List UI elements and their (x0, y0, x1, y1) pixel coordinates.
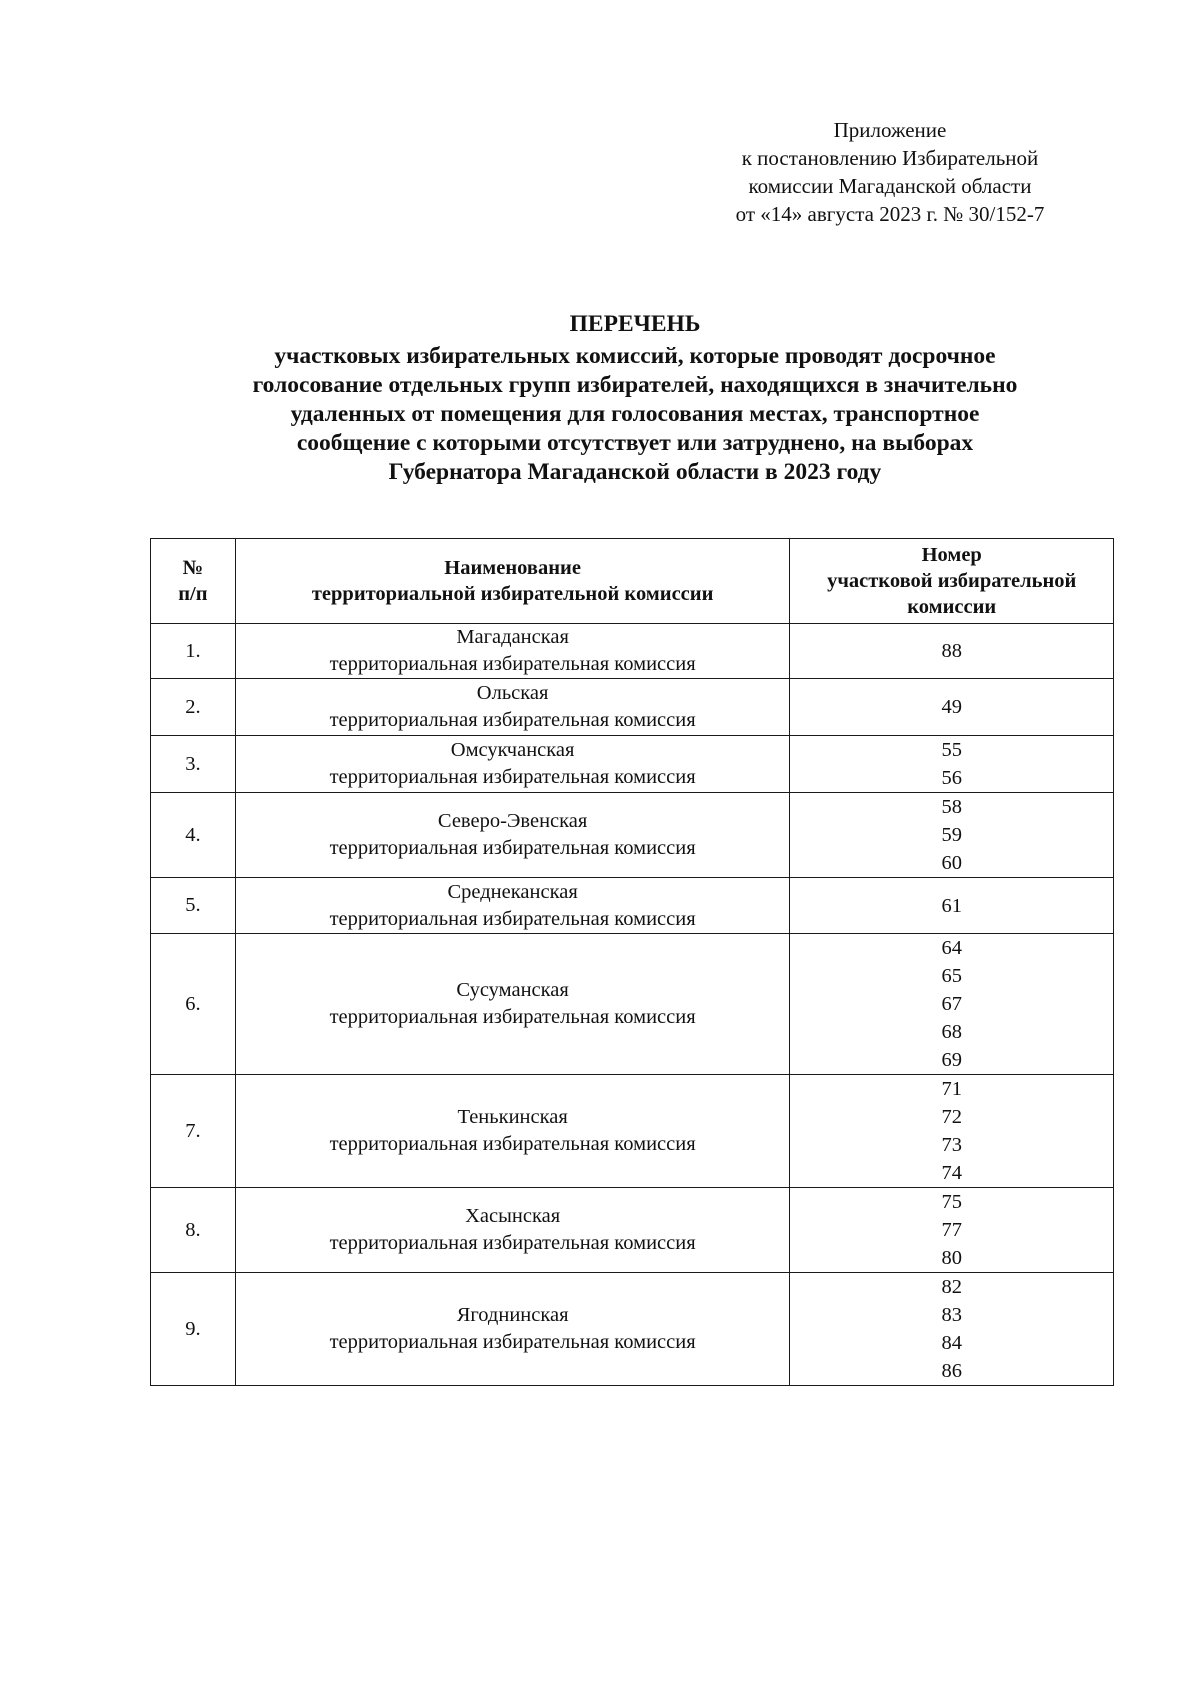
appendix-line: от «14» августа 2023 г. № 30/152-7 (735, 202, 1045, 226)
commission-name: Магаданская (456, 626, 569, 648)
table-row (151, 624, 1114, 679)
commission-name-cell (235, 934, 790, 1075)
commission-name-cell (235, 1273, 790, 1386)
precinct-number: 56 (941, 767, 962, 789)
precinct-number: 77 (941, 1219, 962, 1241)
commission-type: территориальная избирательная комиссия (329, 907, 696, 930)
precinct-numbers-cell (790, 1273, 1114, 1386)
title-heading: ПЕРЕЧЕНЬ (569, 311, 701, 337)
precinct-number: 69 (941, 1049, 962, 1071)
title-line: участковых избирательных комиссий, которые проводят досрочное (274, 343, 996, 369)
commission-type: территориальная избирательная комиссия (329, 709, 696, 731)
commission-type: территориальная избирательная комиссия (329, 1331, 696, 1353)
header-territorial-commission (235, 539, 790, 624)
header-text: Номер (921, 544, 982, 566)
row-index: 8. (151, 1188, 236, 1273)
appendix-line: к постановлению Избирательной (741, 146, 1039, 170)
row-index: 4. (151, 793, 236, 878)
commission-name-cell (235, 1188, 790, 1273)
table-row (151, 679, 1114, 736)
table-body (151, 624, 1114, 1386)
commission-type: территориальная избирательная комиссия (329, 1133, 696, 1155)
commission-type: территориальная избирательная комиссия (329, 1006, 696, 1028)
precinct-numbers-cell (790, 624, 1114, 679)
commission-name-cell (235, 679, 790, 736)
precinct-numbers-cell (790, 878, 1114, 934)
precinct-number: 72 (941, 1106, 962, 1128)
title-line: сообщение с которыми отсутствует или затруднено, на выборах (296, 430, 974, 456)
appendix-line: комиссии Магаданской области (748, 174, 1032, 198)
title-line: Губернатора Магаданской области в 2023 году (388, 459, 882, 485)
commission-name: Тенькинская (457, 1106, 568, 1128)
commission-name-cell (235, 736, 790, 793)
commission-type: территориальная избирательная комиссия (329, 766, 696, 788)
table-row (151, 793, 1114, 878)
precinct-number: 84 (941, 1332, 962, 1354)
table-row (151, 1273, 1114, 1386)
header-text: территориальной избирательной комиссии (311, 583, 714, 605)
row-index: 9. (151, 1273, 236, 1386)
header-number (151, 539, 236, 624)
appendix-line: Приложение (833, 118, 947, 142)
header-text: участковой избирательной (827, 570, 1077, 592)
precinct-number: 49 (941, 696, 962, 718)
table-row (151, 1188, 1114, 1273)
title-line: голосование отдельных групп избирателей, находящихся в значительно (252, 372, 1018, 398)
commission-type: территориальная избирательная комиссия (329, 1232, 696, 1254)
table-header-row (151, 539, 1114, 624)
precinct-number: 83 (941, 1304, 962, 1326)
header-text: п/п (178, 583, 208, 605)
commission-name: Ольская (476, 682, 549, 704)
commission-name-cell (235, 624, 790, 679)
precinct-numbers-cell (790, 1188, 1114, 1273)
precinct-number: 59 (941, 824, 962, 846)
commission-name-cell (235, 1075, 790, 1188)
row-index: 1. (151, 624, 236, 679)
row-index: 7. (151, 1075, 236, 1188)
commission-name: Ягоднинская (456, 1304, 569, 1326)
precinct-numbers-cell (790, 934, 1114, 1075)
precinct-number: 88 (941, 640, 962, 662)
table-row (151, 736, 1114, 793)
row-index: 6. (151, 934, 236, 1075)
row-index: 2. (151, 679, 236, 736)
commission-name: Омсукчанская (450, 739, 575, 761)
precinct-number: 64 (941, 937, 962, 959)
precinct-number: 80 (941, 1247, 962, 1269)
table-row (151, 1075, 1114, 1188)
header-text: Наименование (444, 557, 581, 579)
appendix-note (700, 116, 1080, 228)
commission-name-cell (235, 878, 790, 934)
header-precinct-number (790, 539, 1114, 624)
commission-name: Северо-Эвенская (437, 810, 588, 832)
row-index: 3. (151, 736, 236, 793)
precinct-number: 71 (941, 1078, 962, 1100)
precinct-number: 86 (941, 1360, 962, 1382)
commission-name: Среднеканская (447, 880, 578, 903)
commission-name: Хасынская (465, 1205, 561, 1227)
commission-type: территориальная избирательная комиссия (329, 837, 696, 859)
table-row (151, 878, 1114, 934)
precinct-number: 55 (941, 739, 962, 761)
commission-type: территориальная избирательная комиссия (329, 653, 696, 675)
precinct-number: 73 (941, 1134, 962, 1156)
title-line: удаленных от помещения для голосования местах, транспортное (290, 401, 980, 427)
header-text: № (182, 557, 204, 579)
header-text: комиссии (907, 596, 997, 618)
document-title (130, 310, 1140, 487)
precinct-number: 74 (941, 1162, 962, 1184)
precinct-number: 61 (941, 894, 962, 917)
precinct-number: 68 (941, 1021, 962, 1043)
precinct-number: 75 (941, 1191, 962, 1213)
precinct-numbers-cell (790, 736, 1114, 793)
precinct-numbers-cell (790, 679, 1114, 736)
precinct-numbers-cell (790, 1075, 1114, 1188)
precinct-number: 65 (941, 965, 962, 987)
row-index: 5. (151, 878, 236, 934)
precinct-number: 67 (941, 993, 962, 1015)
precinct-number: 60 (941, 852, 962, 874)
commissions-table (150, 538, 1114, 1386)
commission-name: Сусуманская (456, 979, 569, 1001)
commission-name-cell (235, 793, 790, 878)
precinct-number: 58 (941, 796, 962, 818)
precinct-number: 82 (941, 1276, 962, 1298)
table-row (151, 934, 1114, 1075)
precinct-numbers-cell (790, 793, 1114, 878)
